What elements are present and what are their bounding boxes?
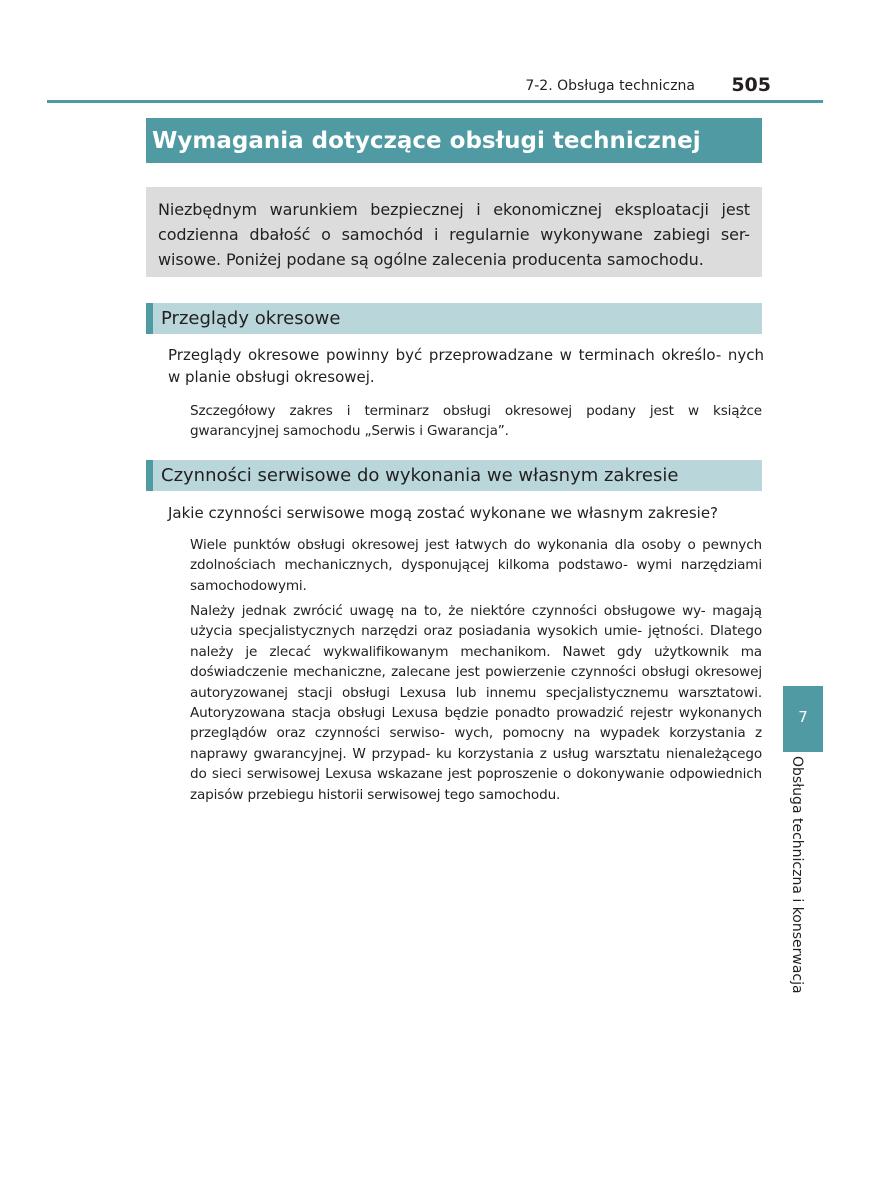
section-paragraph: Szczegółowy zakres i terminarz obsługi okresowej podany jest w książce gwarancyjnej samochodu „Serwis i Gwarancja”. — [190, 403, 762, 440]
chapter-tab — [783, 686, 823, 752]
section-heading-periodic-inspections — [146, 303, 762, 334]
intro-text: Niezbędnym warunkiem bezpiecznej i ekonomicznej eksploatacji jest codzienna dbałość o samochód i regularnie wykonywane zabiegi ser- wisowe. Poniżej podane są ogólne zalecenia producenta samochodu. — [158, 200, 750, 269]
page-header-section: 7-2. Obsługa techniczna — [525, 78, 695, 94]
chapter-number: 7 — [798, 708, 808, 726]
section-lead: Jakie czynności serwisowe mogą zostać wykonane we własnym zakresie? — [168, 504, 719, 522]
intro-box — [146, 187, 762, 277]
section-paragraph: Wiele punktów obsługi okresowej jest łatwych do wykonania dla osoby o pewnych zdolnościach mechanicznych, dysponującej kilkoma podstawo- wymi narzędziami samochodowymi. — [190, 537, 762, 594]
chapter-side-label: Obsługa techniczna i konserwacja — [789, 756, 805, 994]
page-number: 505 — [731, 74, 771, 96]
section-heading-label: Czynności serwisowe do wykonania we własnym zakresie — [161, 465, 679, 486]
section-lead: Przeglądy okresowe powinny być przeprowadzane w terminach określo- nych w planie obsługi okresowej. — [168, 346, 764, 386]
header-rule — [47, 100, 823, 103]
section-paragraph: Należy jednak zwrócić uwagę na to, że niektóre czynności obsługowe wy- magają użycia specjalistycznych narzędzi oraz posiadania wysokich umie- jętności. Dlatego należy je zlecać wykwalifikowanym mechanikom. Nawet gdy użytkownik ma doświadczenie mechaniczne, zalecane jest powierzenie czynności obsługi okresowej autoryzowanej stacji obsługi Lexusa lub innemu specjalistycznemu warsztatowi. Autoryzowana stacja obsługi Lexusa będzie ponadto prowadzić rejestr wykonanych przeglądów oraz czynności serwiso- wych, pomocny na wypadek korzystania z naprawy gwarancyjnej. W przypad- ku korzystania z usług warsztatu nienależącego do sieci serwisowej Lexusa wskazane jest poproszenie o dokonywanie odpowiednich zapisów przebiegu historii serwisowej tego samochodu. — [190, 603, 762, 803]
page-title: Wymagania dotyczące obsługi technicznej — [152, 127, 701, 154]
page-title-box — [146, 118, 762, 163]
section-heading-label: Przeglądy okresowe — [161, 308, 341, 329]
section-heading-self-service — [146, 460, 762, 491]
